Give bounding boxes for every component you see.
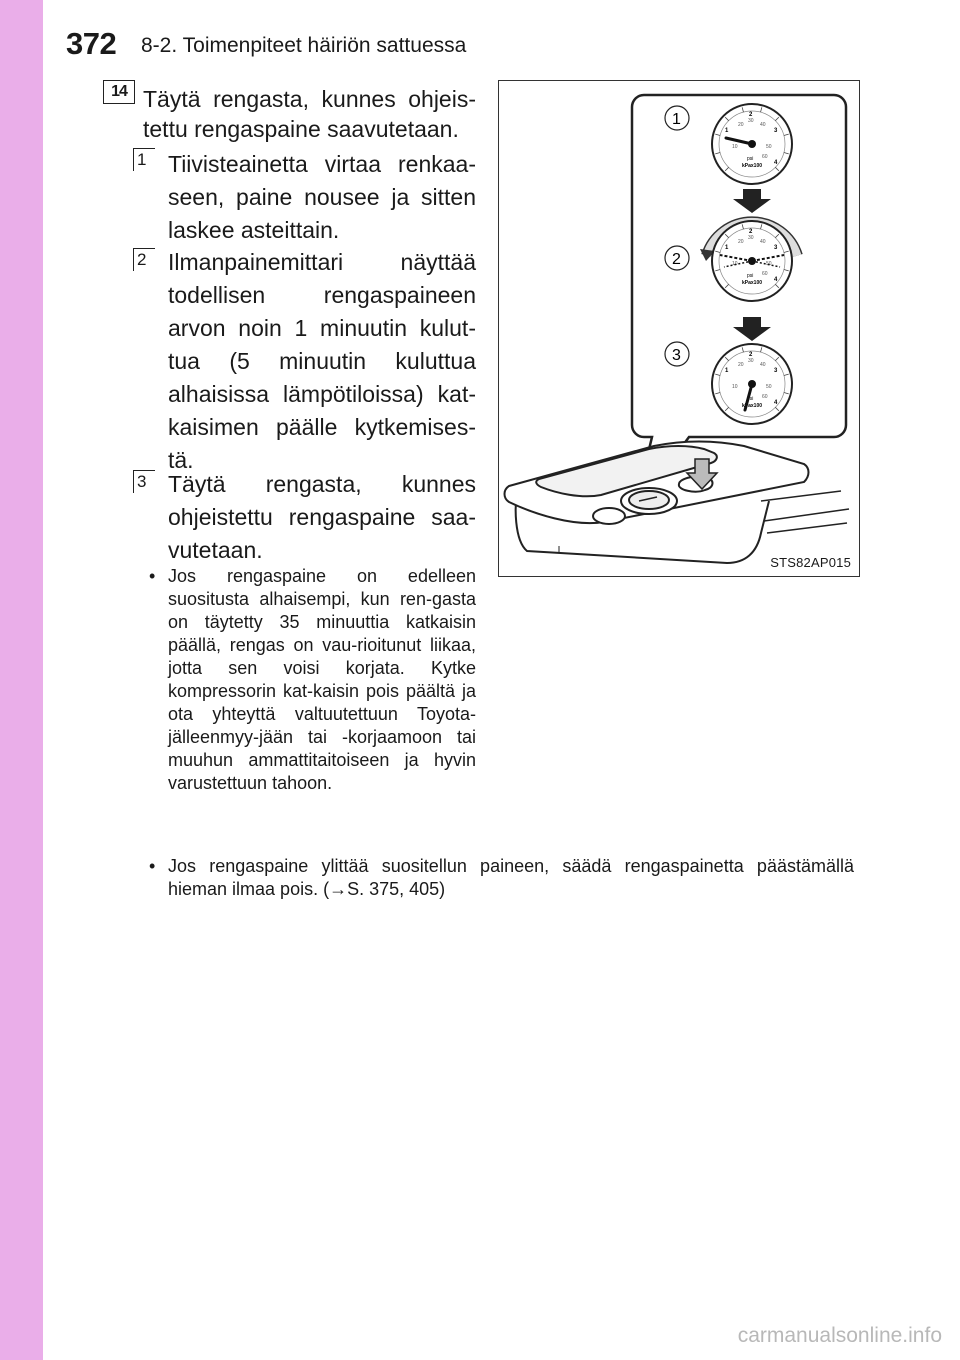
substep-2-marker: 2 — [133, 248, 155, 271]
svg-text:1: 1 — [672, 111, 681, 128]
compressor-illustration: psi kPax100 1 2 3 4 20 30 40 50 60 10 1 2 3 — [499, 81, 859, 576]
site-watermark: carmanualsonline.info — [737, 1324, 942, 1347]
chapter-side-tab — [0, 0, 43, 1360]
step-lead-text: Täytä rengasta, kunnes ohjeis-tettu rengaspaine saavutetaan. — [143, 86, 476, 142]
compressor-unit — [505, 442, 850, 564]
note-bullet-1-text: Jos rengaspaine on edelleen suositusta alhaisempi, kun ren-gasta on täytetty 35 minuuttia katkaisin päällä, rengas on vau-rioitunut liikaa, jotta sen voisi korjata. Kytke kompressorin kat-kaisin pois päältä ja ota yhteyttä valtuutettuun Toyota-jälleenmyy-jään tai -korjaamoon tai muuhun ammattitaitoiseen ja hyvin varustettuun tahoon. — [168, 566, 476, 793]
substep-1-text: Tiivisteainetta virtaa renkaa-seen, paine nousee ja sitten laskee asteittain. — [168, 151, 476, 243]
note-bullet-2 — [149, 855, 854, 901]
figure-code: STS82AP015 — [770, 555, 851, 570]
gauge-1 — [712, 104, 792, 184]
section-title: 8-2. Toimenpiteet häiriön sattuessa — [141, 34, 467, 57]
svg-text:3: 3 — [672, 347, 681, 364]
page-number: 372 — [66, 26, 117, 61]
svg-text:2: 2 — [672, 251, 681, 268]
gauge-3 — [712, 344, 792, 424]
bullet-dot: • — [149, 566, 156, 586]
compressor-gauge-figure — [472, 49, 860, 577]
substep-3-text: Täytä rengasta, kunnes ohjeistettu rengaspaine saa-vutetaan. — [168, 471, 476, 563]
note-bullet-1 — [149, 565, 476, 795]
substep-2-text: Ilmanpainemittari näyttää todellisen rengaspaineen arvon noin 1 minuutin kulut-tua (5 minuutin kuluttua alhaisissa lämpötiloissa) kat-kaisimen päälle kytkemises-tä. — [168, 249, 476, 473]
substep-3-marker: 3 — [133, 470, 155, 493]
substep-1-marker: 1 — [133, 148, 155, 171]
note-bullet-2-text: Jos rengaspaine ylittää suositellun paineen, säädä rengaspainetta päästämällä hieman ilmaa pois. (→S. 375, 405) — [168, 856, 854, 899]
step-number-box: 14 — [103, 80, 135, 104]
bullet-dot: • — [149, 856, 156, 876]
